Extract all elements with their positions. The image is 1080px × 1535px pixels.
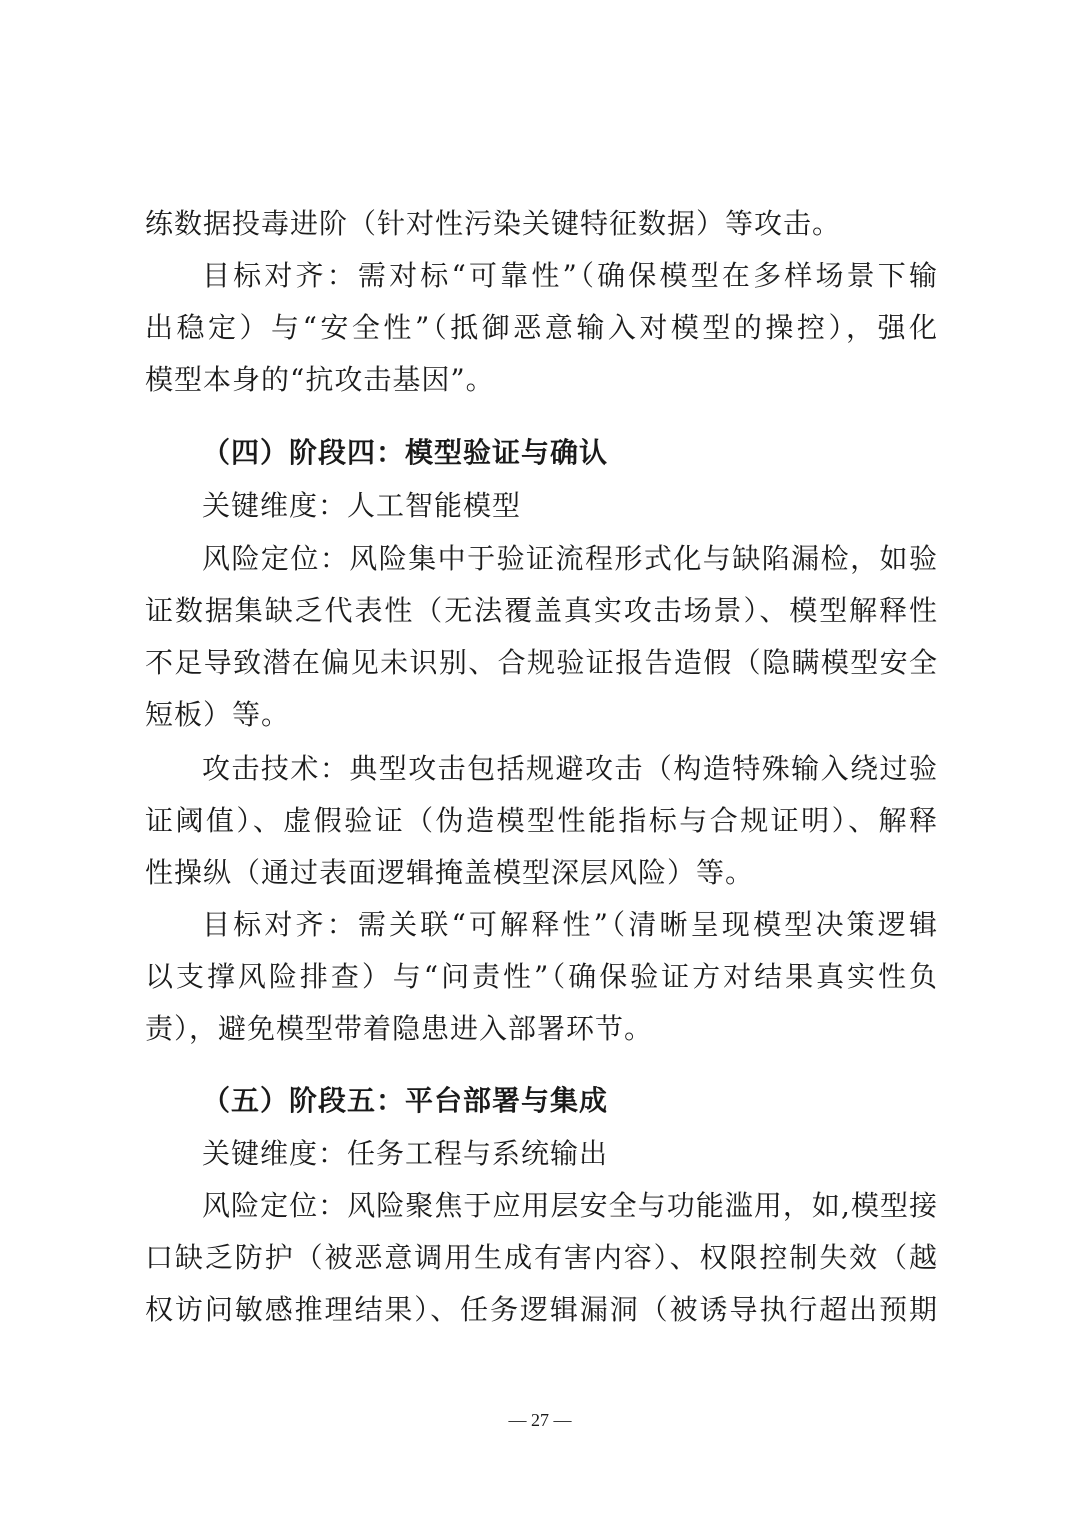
section-5-risk-line-3: 权访问敏感推理结果）、任务逻辑漏洞（被诱导执行超出预期 — [145, 1293, 937, 1326]
section-4-heading: （四）阶段四：模型验证与确认 — [202, 436, 609, 469]
section-4-risk-line-2: 证数据集缺乏代表性（无法覆盖真实攻击场景）、模型解释性 — [145, 594, 937, 627]
paragraph-continuation-line: 练数据投毒进阶（针对性污染关键特征数据）等攻击。 — [145, 207, 842, 240]
section-4-risk-line-3: 不足导致潜在偏见未识别、合规验证报告造假（隐瞒模型安全 — [145, 646, 937, 679]
section-5-risk-line-1: 风险定位：风险聚焦于应用层安全与功能滥用，如,模型接 — [202, 1189, 937, 1222]
section-5-heading: （五）阶段五：平台部署与集成 — [202, 1084, 609, 1117]
section-4-attack-line-1: 攻击技术：典型攻击包括规避攻击（构造特殊输入绕过验 — [202, 752, 937, 785]
section-4-goal-line-1: 目标对齐：需关联“可解释性”（清晰呈现模型决策逻辑 — [202, 908, 937, 941]
section-4-attack-line-3: 性操纵（通过表面逻辑掩盖模型深层风险）等。 — [145, 856, 755, 889]
goal-alignment-line-3: 模型本身的“抗攻击基因”。 — [145, 363, 495, 396]
section-4-attack-line-2: 证阈值）、虚假验证（伪造模型性能指标与合规证明）、解释 — [145, 804, 937, 837]
section-4-dimension: 关键维度：人工智能模型 — [202, 489, 522, 522]
section-4-goal-line-2: 以支撑风险排查）与“问责性”（确保验证方对结果真实性负 — [145, 960, 937, 993]
section-4-risk-line-4: 短板）等。 — [145, 698, 291, 731]
section-4-risk-line-1: 风险定位：风险集中于验证流程形式化与缺陷漏检，如验 — [202, 542, 937, 575]
goal-alignment-line-1: 目标对齐：需对标“可靠性”（确保模型在多样场景下输 — [202, 259, 937, 292]
section-5-dimension: 关键维度：任务工程与系统输出 — [202, 1137, 609, 1170]
section-4-goal-line-3: 责），避免模型带着隐患进入部署环节。 — [145, 1012, 654, 1045]
goal-alignment-line-2: 出稳定）与“安全性”（抵御恶意输入对模型的操控），强化 — [145, 311, 937, 344]
section-5-risk-line-2: 口缺乏防护（被恶意调用生成有害内容）、权限控制失效（越 — [145, 1241, 937, 1274]
page-number: — 27 — — [508, 1410, 572, 1430]
